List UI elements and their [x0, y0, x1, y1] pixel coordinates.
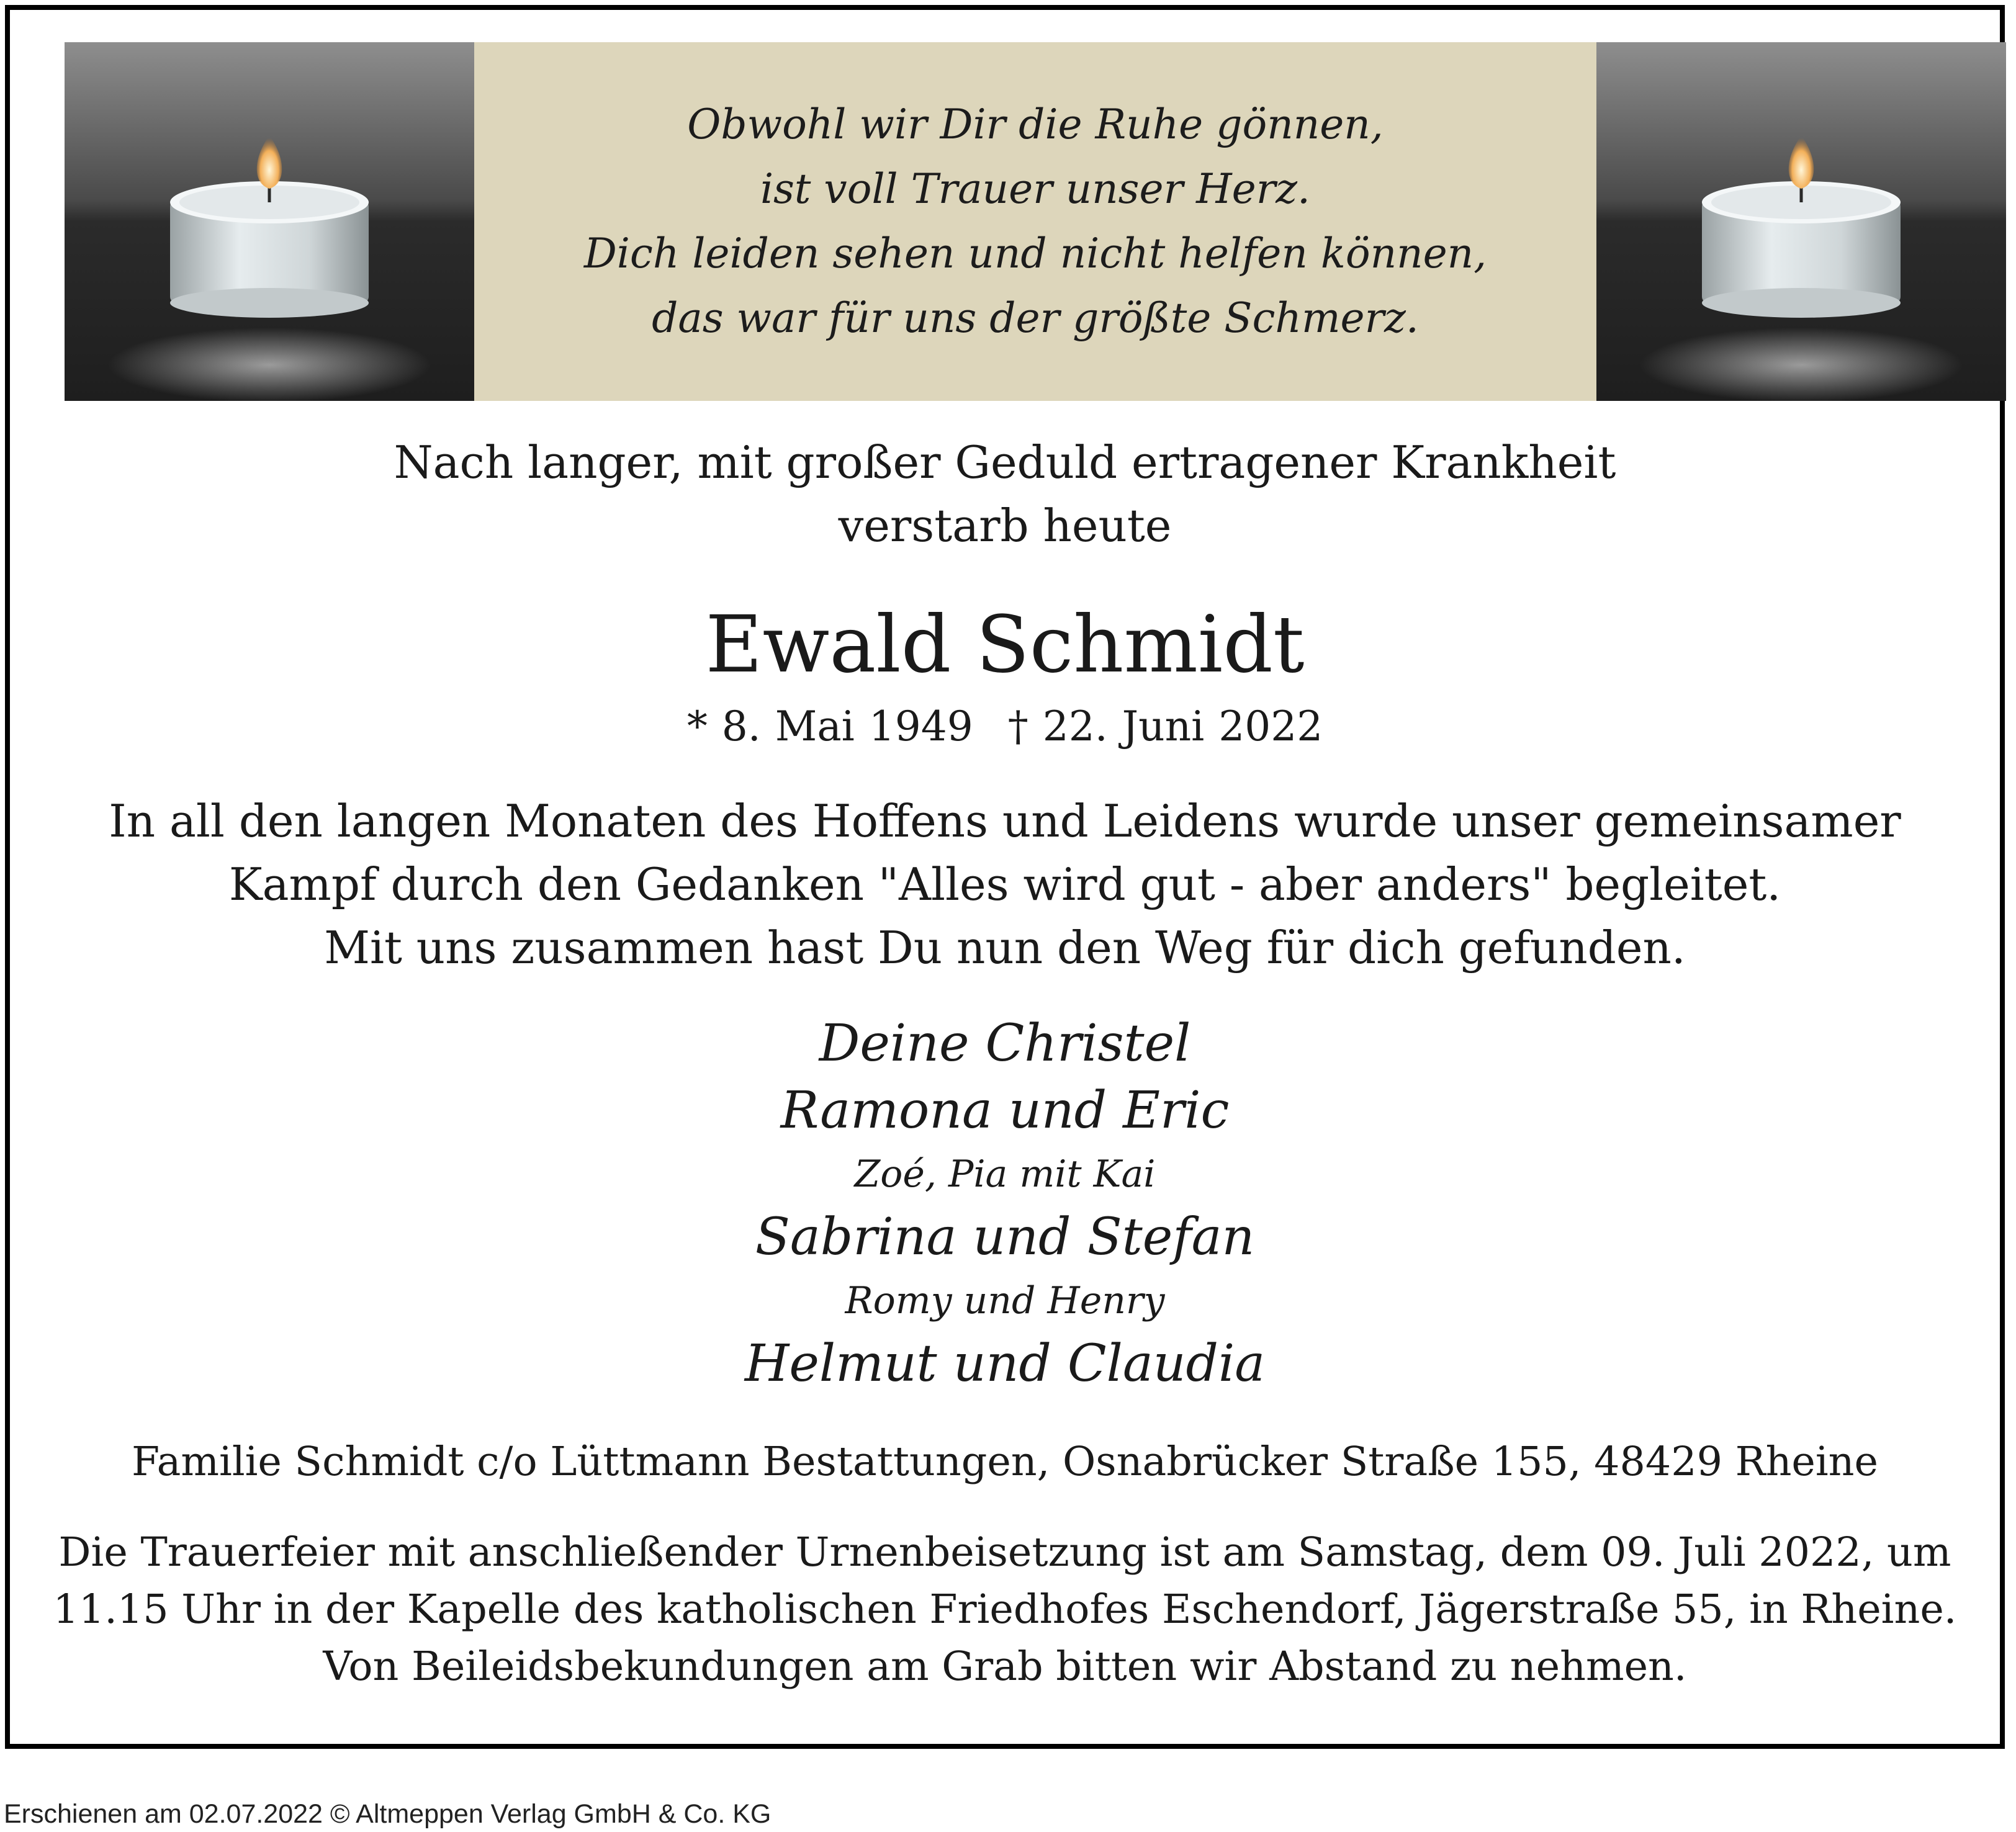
contact-address: [10, 1432, 2000, 1492]
mourners-list: [10, 1010, 2000, 1398]
poem-line: Dich leiden sehen und nicht helfen können,: [583, 230, 1487, 277]
poem-line: Obwohl wir Dir die Ruhe gönnen,: [687, 101, 1384, 148]
candle-icon: [1596, 42, 2006, 401]
death-date: † 22. Juni 2022: [1007, 703, 1323, 750]
mourner-name: Deine Christel: [819, 1014, 1191, 1073]
poem-panel: [474, 42, 1596, 401]
intro-line: Nach langer, mit großer Geduld ertragener Krankheit: [394, 436, 1616, 488]
address-line: Familie Schmidt c/o Lüttmann Bestattungen, Osnabrücker Straße 155, 48429 Rheine: [131, 1439, 1879, 1485]
birth-date: * 8. Mai 1949: [686, 703, 973, 750]
funeral-details: [10, 1524, 2000, 1695]
ceremony-line: 11.15 Uhr in der Kapelle des katholischen Friedhofes Eschendorf, Jägerstraße 55, in Rheine.: [53, 1586, 1957, 1633]
candle-icon: [65, 42, 474, 401]
memorial-message: [10, 789, 2000, 979]
publication-footer: Erschienen am 02.07.2022 © Altmeppen Verlag GmbH & Co. KG: [4, 1799, 772, 1829]
obituary-frame: [5, 5, 2005, 1749]
mourner-grandchildren: Zoé, Pia mit Kai: [854, 1152, 1156, 1196]
ceremony-line: Die Trauerfeier mit anschließender Urnenbeisetzung ist am Samstag, dem 09. Juli 2022, um: [58, 1529, 1951, 1576]
intro-text: [10, 431, 2000, 557]
message-line: Mit uns zusammen hast Du nun den Weg für dich gefunden.: [324, 922, 1686, 974]
header-banner: [65, 42, 2006, 401]
candle-image-right: [1596, 42, 2006, 401]
deceased-name: Ewald Schmidt: [705, 599, 1305, 690]
message-line: In all den langen Monaten des Hoffens und Leidens wurde unser gemeinsamer: [109, 795, 1901, 847]
mourner-grandchildren: Romy und Henry: [845, 1279, 1165, 1322]
mourner-name: Ramona und Eric: [780, 1081, 1230, 1140]
candle-image-left: [65, 42, 474, 401]
ceremony-line: Von Beileidsbekundungen am Grab bitten wir Abstand zu nehmen.: [323, 1643, 1687, 1690]
poem-line: ist voll Trauer unser Herz.: [760, 165, 1311, 213]
intro-line: verstarb heute: [838, 500, 1172, 552]
mourner-name: Helmut und Claudia: [744, 1334, 1266, 1393]
message-line: Kampf durch den Gedanken "Alles wird gut - aber anders" begleitet.: [228, 858, 1781, 910]
mourner-name: Sabrina und Stefan: [755, 1208, 1255, 1267]
poem-line: das war für uns der größte Schmerz.: [652, 294, 1419, 342]
life-dates: [10, 699, 2000, 755]
